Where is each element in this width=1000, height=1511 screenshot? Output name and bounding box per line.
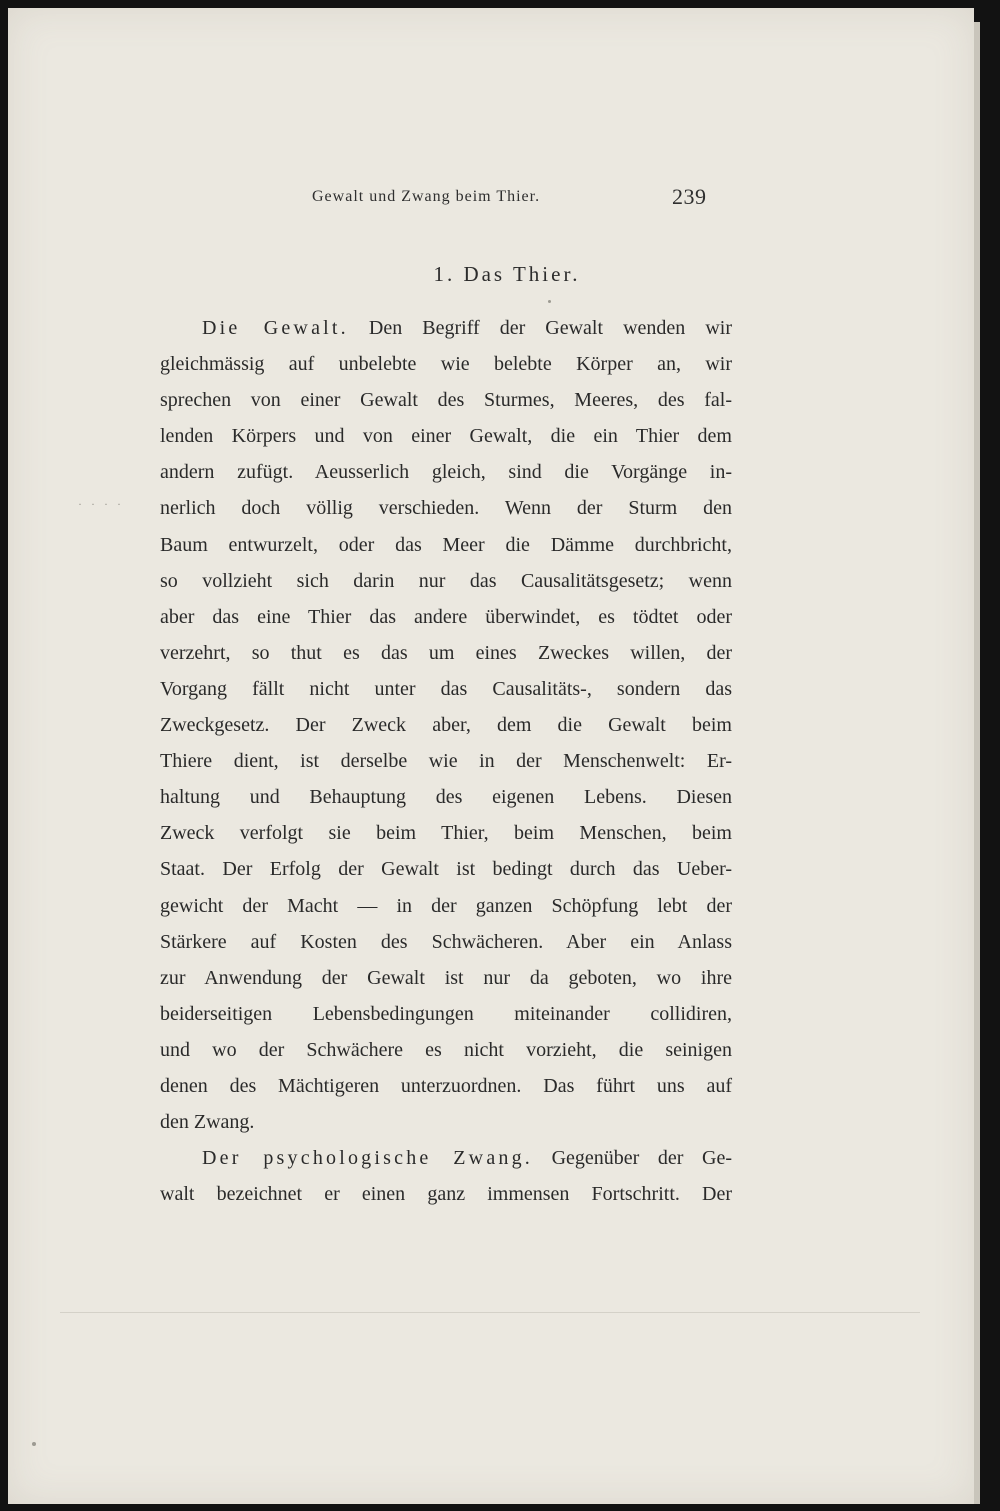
paragraph-line: den Zwang. xyxy=(160,1111,255,1134)
paragraph-line: nerlich doch völlig verschieden. Wenn der Sturm den xyxy=(160,497,732,520)
paragraph-line: andern zufügt. Aeusserlich gleich, sind die Vorgänge in- xyxy=(160,461,732,484)
paragraph-line: Stärkere auf Kosten des Schwächeren. Aber ein Anlass xyxy=(160,930,732,953)
body-text xyxy=(160,310,732,1212)
paragraph-line: Baum entwurzelt, oder das Meer die Dämme durchbricht, xyxy=(160,533,732,556)
paragraph-line: Vorgang fällt nicht unter das Causalitäts-, sondern das xyxy=(160,677,732,700)
paragraph-line: Zweck verfolgt sie beim Thier, beim Menschen, beim xyxy=(160,822,732,845)
margin-mark: · · · · xyxy=(78,497,124,511)
paper-speck xyxy=(548,300,551,303)
section-heading-text: 1. Das Thier. xyxy=(433,262,581,286)
paragraph-line: und wo der Schwächere es nicht vorzieht, die seinigen xyxy=(160,1038,732,1061)
paragraph-lead: Die Gewalt. xyxy=(202,317,349,339)
page-number: 239 xyxy=(672,184,707,209)
paragraph-line: Staat. Der Erfolg der Gewalt ist bedingt durch das Ueber- xyxy=(160,858,732,881)
paper-speck xyxy=(32,1442,36,1446)
section-heading xyxy=(0,262,1000,287)
paragraph-line: aber das eine Thier das andere überwindet, es tödtet oder xyxy=(160,605,732,628)
paragraph-line: Der psychologische Zwang. Gegenüber der Ge- xyxy=(202,1147,732,1170)
paragraph-line: verzehrt, so thut es das um eines Zweckes willen, der xyxy=(160,641,732,664)
paragraph-line: lenden Körpers und von einer Gewalt, die ein Thier dem xyxy=(160,425,732,448)
page-edge xyxy=(974,22,980,1504)
paragraph-line: sprechen von einer Gewalt des Sturmes, Meeres, des fal- xyxy=(160,389,732,412)
paragraph-line: walt bezeichnet er einen ganz immensen Fortschritt. Der xyxy=(160,1183,732,1206)
paragraph-line: Thiere dient, ist derselbe wie in der Menschenwelt: Er- xyxy=(160,750,732,773)
paragraph-line: so vollzieht sich darin nur das Causalitätsgesetz; wenn xyxy=(160,569,732,592)
paragraph-line: Die Gewalt. Den Begriff der Gewalt wenden wir xyxy=(202,317,732,339)
paragraph-line: Zweckgesetz. Der Zweck aber, dem die Gewalt beim xyxy=(160,714,732,737)
paragraph-line: denen des Mächtigeren unterzuordnen. Das führt uns auf xyxy=(160,1074,732,1097)
running-title: Gewalt und Zwang beim Thier. xyxy=(312,188,541,205)
paragraph-line: zur Anwendung der Gewalt ist nur da geboten, wo ihre xyxy=(160,966,732,989)
paragraph-lead: Der psychologische Zwang. xyxy=(202,1147,533,1170)
paragraph-line: haltung und Behauptung des eigenen Lebens. Diesen xyxy=(160,786,732,809)
paragraph-line: gleichmässig auf unbelebte wie belebte Körper an, wir xyxy=(160,353,732,376)
page-header xyxy=(0,184,1000,214)
paragraph-line: beiderseitigen Lebensbedingungen miteinander collidiren, xyxy=(160,1002,732,1025)
paragraph-line: gewicht der Macht — in der ganzen Schöpfung lebt der xyxy=(160,894,732,917)
paper-crease xyxy=(60,1312,920,1313)
